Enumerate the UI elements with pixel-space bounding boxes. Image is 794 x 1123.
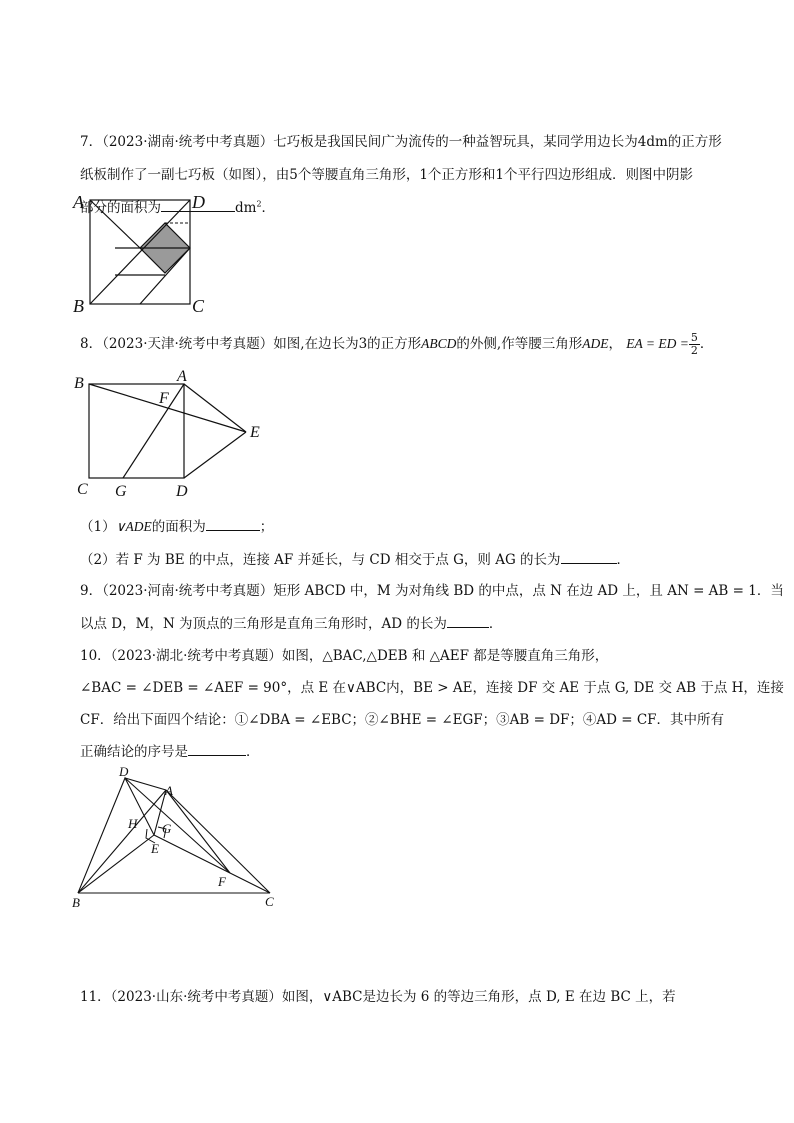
q8-sub-1-post: 的面积为 — [151, 519, 206, 535]
q10-line-ef — [154, 835, 230, 873]
q8-label-b: B — [74, 375, 84, 392]
q10-line-af — [166, 790, 230, 873]
q7-line-1: 7．（2023·湖南·统考中考真题）七巧板是我国民间广为流传的一种益智玩具，某同学用边长为4dm的正方形 — [80, 134, 722, 150]
q10-line-3: CF．给出下面四个结论：①∠DBA = ∠EBC；②∠BHE = ∠EGF；③AB = DF；④AD = CF．其中所有 — [80, 712, 725, 728]
q9-line-2-text: 以点 D，M，N 为顶点的三角形是直角三角形时，AD 的长为 — [80, 616, 447, 632]
q7-line-3-text: 部分的面积为 — [80, 200, 161, 216]
q10-line-4-end: ． — [246, 744, 260, 760]
q7-unit: dm — [235, 200, 257, 216]
q7-label-a: A — [73, 192, 84, 212]
q8-sub-1-tri: ∨ADE — [115, 519, 152, 534]
q8-figure — [70, 362, 270, 502]
q8-triangle-name: ADE — [582, 336, 609, 351]
q7-tangram-figure — [70, 190, 210, 320]
q10-line-4 — [80, 740, 260, 760]
q7-line-3-end: ． — [261, 200, 276, 216]
q8-sub-1-pre: （1） — [80, 519, 116, 535]
q10-line-df — [125, 778, 230, 873]
q8-label-e: E — [250, 424, 260, 441]
q7-label-d: D — [192, 192, 205, 212]
q10-line-2: ∠BAC = ∠DEB = ∠AEF = 90°，点 E 在∨ABC内，BE > AE，连接 DF 交 AE 于点 G, DE 交 AB 于点 H，连接 — [80, 680, 784, 696]
q8-sub-1 — [80, 515, 273, 535]
q10-label-h: H — [128, 816, 138, 831]
q10-label-b: B — [72, 895, 80, 910]
q8-label-d: D — [176, 483, 188, 500]
q10-label-g: G — [162, 821, 172, 836]
q8-frac-num: 5 — [690, 331, 698, 344]
q8-square-name: ABCD — [421, 336, 457, 351]
q8-label-f: F — [159, 390, 169, 407]
q11-line-1: 11．（2023·山东·统考中考真题）如图，∨ABC是边长为 6 的等边三角形，点 D, E 在边 BC 上，若 — [80, 989, 676, 1005]
q8-equation: EA = ED = — [626, 336, 689, 351]
q10-label-d: D — [119, 764, 129, 779]
q7-line-2: 纸板制作了一副七巧板（如图），由5个等腰直角三角形，1个正方形和1个平行四边形组成．则图中阴影 — [80, 167, 694, 183]
q10-figure — [66, 762, 288, 912]
q9-answer-blank — [447, 615, 489, 628]
q8-sep: ， — [608, 336, 622, 352]
q9-line-1: 9．（2023·河南·统考中考真题）矩形 ABCD 中，M 为对角线 BD 的中点，点 N 在边 AD 上，且 AN = AB = 1．当 — [80, 583, 784, 599]
q9-line-2 — [80, 612, 502, 632]
q8-label-a: A — [177, 368, 187, 385]
q8-line-ae — [184, 384, 246, 432]
q8-end: ． — [699, 336, 714, 352]
q10-label-f: F — [218, 874, 226, 889]
q8-line-ag — [123, 384, 184, 478]
q10-label-c: C — [265, 894, 274, 909]
q8-line-1-text: 8．（2023·天津·统考中考真题）如图,在边长为3的正方形 — [80, 336, 422, 352]
q8-line-1 — [80, 332, 713, 357]
q8-sub-2-end: ． — [616, 552, 631, 568]
q8-frac-den: 2 — [690, 344, 698, 357]
q7-label-b: B — [73, 296, 84, 316]
q10-label-e: E — [151, 841, 159, 856]
q10-line-1: 10．（2023·湖北·统考中考真题）如图，△BAC,△DEB 和 △AEF 都是等腰直角三角形， — [80, 648, 609, 664]
q8-fraction — [689, 332, 700, 357]
q10-triangle-deb — [78, 778, 154, 893]
q8-sub-1-end: ； — [259, 519, 274, 535]
q9-line-2-end: ． — [488, 616, 503, 632]
q8-sub-1-blank — [206, 518, 260, 531]
q8-line-1-mid: 的外侧,作等腰三角形 — [456, 336, 583, 352]
q8-sub-2-blank — [561, 551, 617, 564]
q10-line-4-text: 正确结论的序号是 — [80, 744, 188, 760]
q8-label-c: C — [77, 481, 88, 498]
q10-label-a: A — [165, 783, 173, 798]
q7-label-c: C — [192, 296, 205, 316]
q7-line-ae — [90, 200, 140, 248]
q8-sub-2-text: （2）若 F 为 BE 的中点，连接 AF 并延长，与 CD 相交于点 G，则 AG 的长为 — [80, 552, 561, 568]
q8-line-de — [184, 432, 246, 478]
q10-line-fc — [230, 873, 270, 893]
q7-unit-sup: 2 — [256, 199, 262, 209]
q10-answer-blank — [188, 743, 246, 756]
q8-label-g: G — [115, 483, 127, 500]
q8-sub-2 — [80, 548, 630, 568]
